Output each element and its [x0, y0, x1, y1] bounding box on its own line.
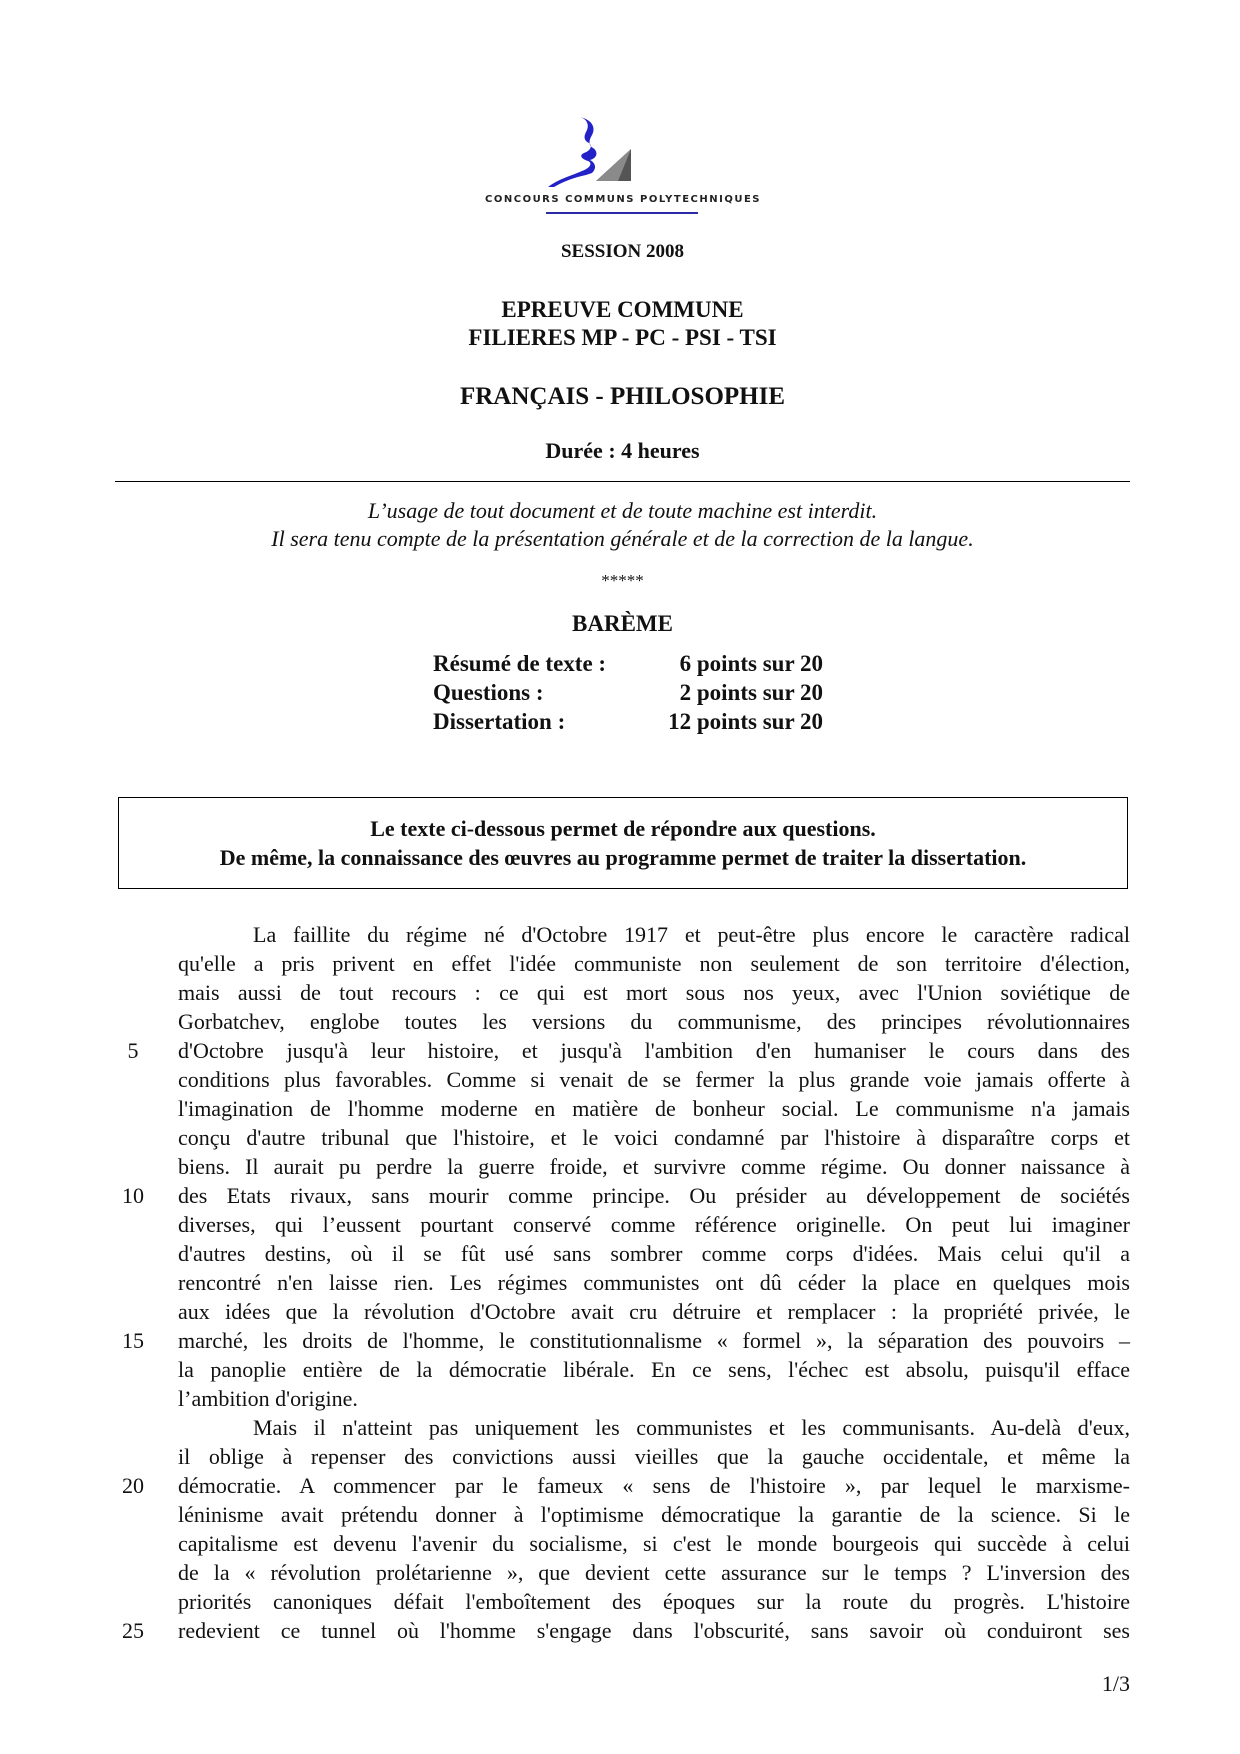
text-line: La faillite du régime né d'Octobre 1917 et peut-être plus encore le caractère radical	[253, 922, 1130, 947]
subject-title: FRANÇAIS - PHILOSOPHIE	[459, 383, 786, 410]
session-label: SESSION 2008	[560, 241, 685, 262]
line-number: 20	[122, 1473, 144, 1498]
bareme-table	[433, 651, 823, 738]
header-divider	[115, 481, 1130, 482]
text-line: rencontré n'en laisse rien. Les régimes communistes ont dû céder la place en quelques mois	[178, 1270, 1130, 1295]
text-line: il oblige à repenser des convictions aussi vieilles que la gauche occidentale, et même la	[178, 1444, 1130, 1469]
text-line: Gorbatchev, englobe toutes les versions du communisme, des principes révolutionnaires	[178, 1009, 1130, 1034]
text-line: capitalisme est devenu l'avenir du socialisme, si c'est le monde bourgeois qui succède à celui	[178, 1531, 1130, 1556]
text-line: aux idées que la révolution d'Octobre avait cru détruire et remplacer : la propriété privée, le	[178, 1299, 1130, 1324]
bareme-value: 2 points sur 20	[679, 680, 823, 705]
bareme-row	[433, 709, 823, 738]
text-line: l'imagination de l'homme moderne en matière de bonheur social. Le communisme n'a jamais	[178, 1096, 1130, 1121]
text-line: conçu d'autre tribunal que l'histoire, et le voici condamné par l'histoire à disparaître corps et	[178, 1125, 1130, 1150]
logo	[468, 115, 778, 213]
text-line: d'Octobre jusqu'à leur histoire, et jusqu'à l'ambition d'en humaniser le cours dans des	[178, 1038, 1130, 1063]
line-number: 10	[122, 1183, 144, 1208]
text-line: marché, les droits de l'homme, le constitutionnalisme « formel », la séparation des pouvoirs –	[178, 1328, 1130, 1353]
epreuve-line-1: EPREUVE COMMUNE	[501, 297, 744, 322]
text-line: Mais il n'atteint pas uniquement les communistes et les communisants. Au-delà d'eux,	[253, 1415, 1130, 1440]
text-line: priorités canoniques défait l'emboîtement des époques sur la route du progrès. L'histoire	[178, 1589, 1130, 1614]
text-line: redevient ce tunnel où l'homme s'engage dans l'obscurité, sans savoir où conduiront ses	[178, 1618, 1130, 1643]
line-number: 5	[127, 1038, 139, 1063]
text-line: mais aussi de tout recours : ce qui est mort sous nos yeux, avec l'Union soviétique de	[178, 980, 1130, 1005]
logo-text: CONCOURS COMMUNS POLYTECHNIQUES	[485, 194, 761, 205]
bareme-row	[433, 651, 823, 680]
separator-stars: *****	[601, 571, 644, 590]
duration-label: Durée : 4 heures	[545, 438, 700, 463]
bareme-row	[433, 680, 823, 709]
text-line: démocratie. A commencer par le fameux « sens de l'histoire », par lequel le marxisme-	[178, 1473, 1130, 1498]
bareme-label: Dissertation :	[433, 709, 566, 734]
notice-line-1: Le texte ci-dessous permet de répondre aux questions.	[370, 816, 876, 841]
text-line: la panoplie entière de la démocratie libérale. En ce sens, l'échec est absolu, puisqu'il efface	[178, 1357, 1130, 1382]
bareme-value: 12 points sur 20	[668, 709, 823, 734]
logo-underline	[546, 212, 698, 214]
instructions	[115, 497, 1130, 553]
concours-logo-icon	[468, 115, 778, 195]
passage	[178, 920, 1130, 1645]
text-line: l’ambition d'origine.	[178, 1386, 358, 1411]
epreuve-heading	[115, 296, 1130, 352]
text-line: conditions plus favorables. Comme si venait de se fermer la plus grande voie jamais offerte à	[178, 1067, 1130, 1092]
epreuve-line-2: FILIERES MP - PC - PSI - TSI	[468, 325, 777, 350]
text-line: d'autres destins, où il se fût usé sans sombrer comme corps d'idées. Mais celui qu'il a	[178, 1241, 1130, 1266]
text-line: diverses, qui l’eussent pourtant conservé comme référence originelle. On peut lui imaginer	[178, 1212, 1130, 1237]
line-number: 15	[122, 1328, 144, 1353]
bareme-label: Questions :	[433, 680, 544, 705]
bareme-label: Résumé de texte :	[433, 651, 607, 676]
text-line: léninisme avait prétendu donner à l'optimisme démocratique la garantie de la science. Si le	[178, 1502, 1130, 1527]
bareme-title: BARÈME	[572, 611, 673, 636]
instruction-line-1: L’usage de tout document et de toute machine est interdit.	[367, 498, 878, 523]
line-number: 25	[122, 1618, 144, 1643]
instruction-line-2: Il sera tenu compte de la présentation générale et de la correction de la langue.	[271, 526, 974, 551]
notice-box	[118, 797, 1128, 889]
text-line: des Etats rivaux, sans mourir comme principe. Ou présider au développement de sociétés	[178, 1183, 1130, 1208]
text-line: de la « révolution prolétarienne », que devient cette assurance sur le temps ? L'inversion des	[178, 1560, 1130, 1585]
text-line: biens. Il aurait pu perdre la guerre froide, et survivre comme régime. Ou donner naissance à	[178, 1154, 1130, 1179]
page-number: 1/3	[1101, 1671, 1130, 1696]
text-line: qu'elle a pris privent en effet l'idée communiste non seulement de son territoire d'élection,	[178, 951, 1130, 976]
notice-line-2: De même, la connaissance des œuvres au programme permet de traiter la dissertation.	[219, 845, 1027, 870]
bareme-value: 6 points sur 20	[679, 651, 823, 676]
